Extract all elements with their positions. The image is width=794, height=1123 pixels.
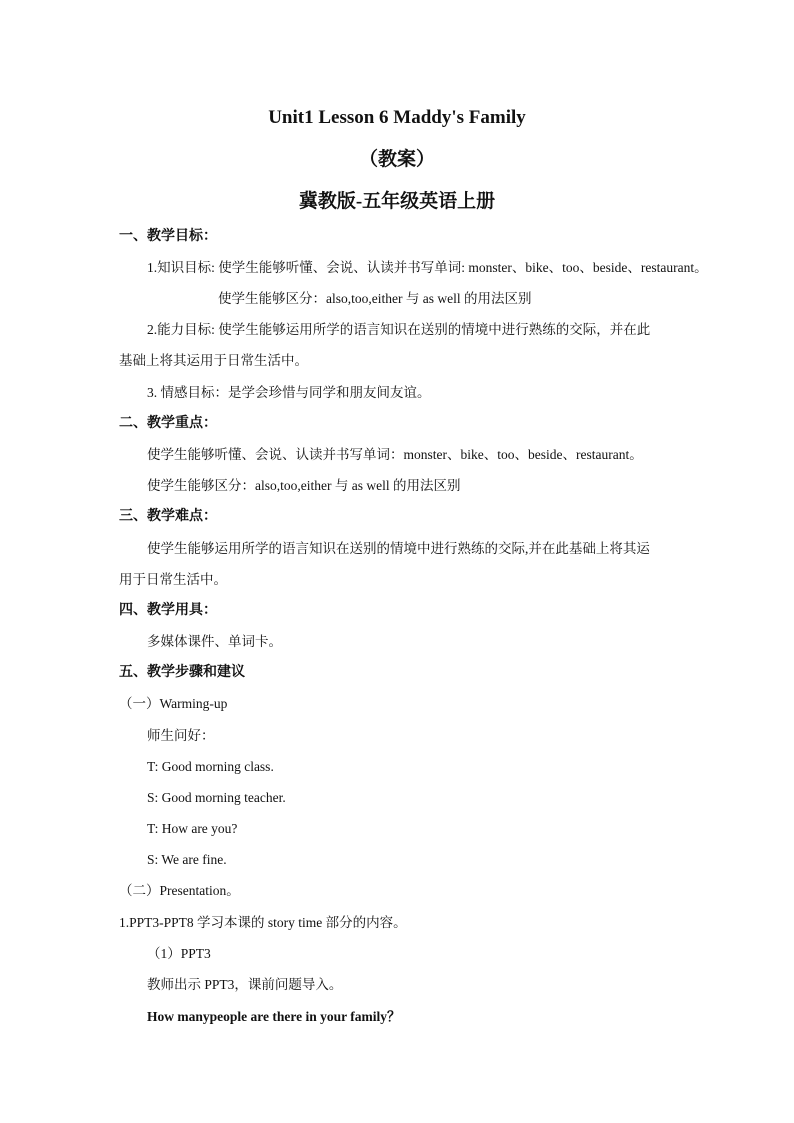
greeting-label: 师生问好：: [147, 728, 215, 743]
doc-textbook: 冀教版-五年级英语上册: [298, 191, 496, 212]
objective-knowledge-2: 使学生能够区分：also,too,either 与 as well 的用法区别: [218, 291, 532, 306]
step-presentation: （二）Presentation。: [119, 883, 240, 898]
objective-knowledge: 1.知识目标: 使学生能够听懂、会说、认读并书写单词: monster、bike、too、beside、restaurant。: [147, 260, 708, 275]
dialogue-line: S: Good morning teacher.: [147, 790, 286, 805]
dialogue-line: T: Good morning class.: [147, 759, 274, 774]
difficulty-2: 用于日常生活中。: [119, 572, 227, 587]
tools-text: 多媒体课件、单词卡。: [147, 634, 282, 649]
key-point-2: 使学生能够区分：also,too,either 与 as well 的用法区别: [147, 478, 461, 493]
dialogue-line: S: We are fine.: [147, 852, 227, 867]
objective-emotion: 3. 情感目标：是学会珍惜与同学和朋友间友谊。: [147, 385, 431, 400]
presentation-item: 1.PPT3-PPT8 学习本课的 story time 部分的内容。: [119, 915, 407, 930]
section-heading-tools: 四、教学用具：: [119, 603, 217, 618]
dialogue-line: T: How are you?: [147, 821, 238, 836]
objective-ability: 2.能力目标: 使学生能够运用所学的语言知识在送别的情境中进行熟练的交际，并在此: [147, 322, 651, 337]
doc-title: Unit1 Lesson 6 Maddy's Family: [268, 107, 526, 128]
objective-ability-cont: 基础上将其运用于日常生活中。: [119, 353, 308, 368]
step-warming-up: （一）Warming-up: [119, 696, 228, 711]
ppt-instruction: 教师出示 PPT3，课前问题导入。: [147, 977, 343, 992]
section-heading-steps: 五、教学步骤和建议: [119, 665, 245, 680]
key-point-1: 使学生能够听懂、会说、认读并书写单词：monster、bike、too、beside、restaurant。: [147, 447, 643, 462]
section-heading-difficulties: 三、教学难点：: [119, 509, 217, 524]
section-heading-objectives: 一、教学目标：: [119, 229, 217, 244]
section-heading-key-points: 二、教学重点：: [119, 416, 217, 431]
lead-in-question: How manypeople are there in your family？: [147, 1009, 401, 1024]
ppt-item: （1）PPT3: [147, 946, 211, 961]
difficulty-1: 使学生能够运用所学的语言知识在送别的情境中进行熟练的交际,并在此基础上将其运: [147, 541, 650, 556]
doc-subtitle: （教案）: [358, 149, 435, 170]
